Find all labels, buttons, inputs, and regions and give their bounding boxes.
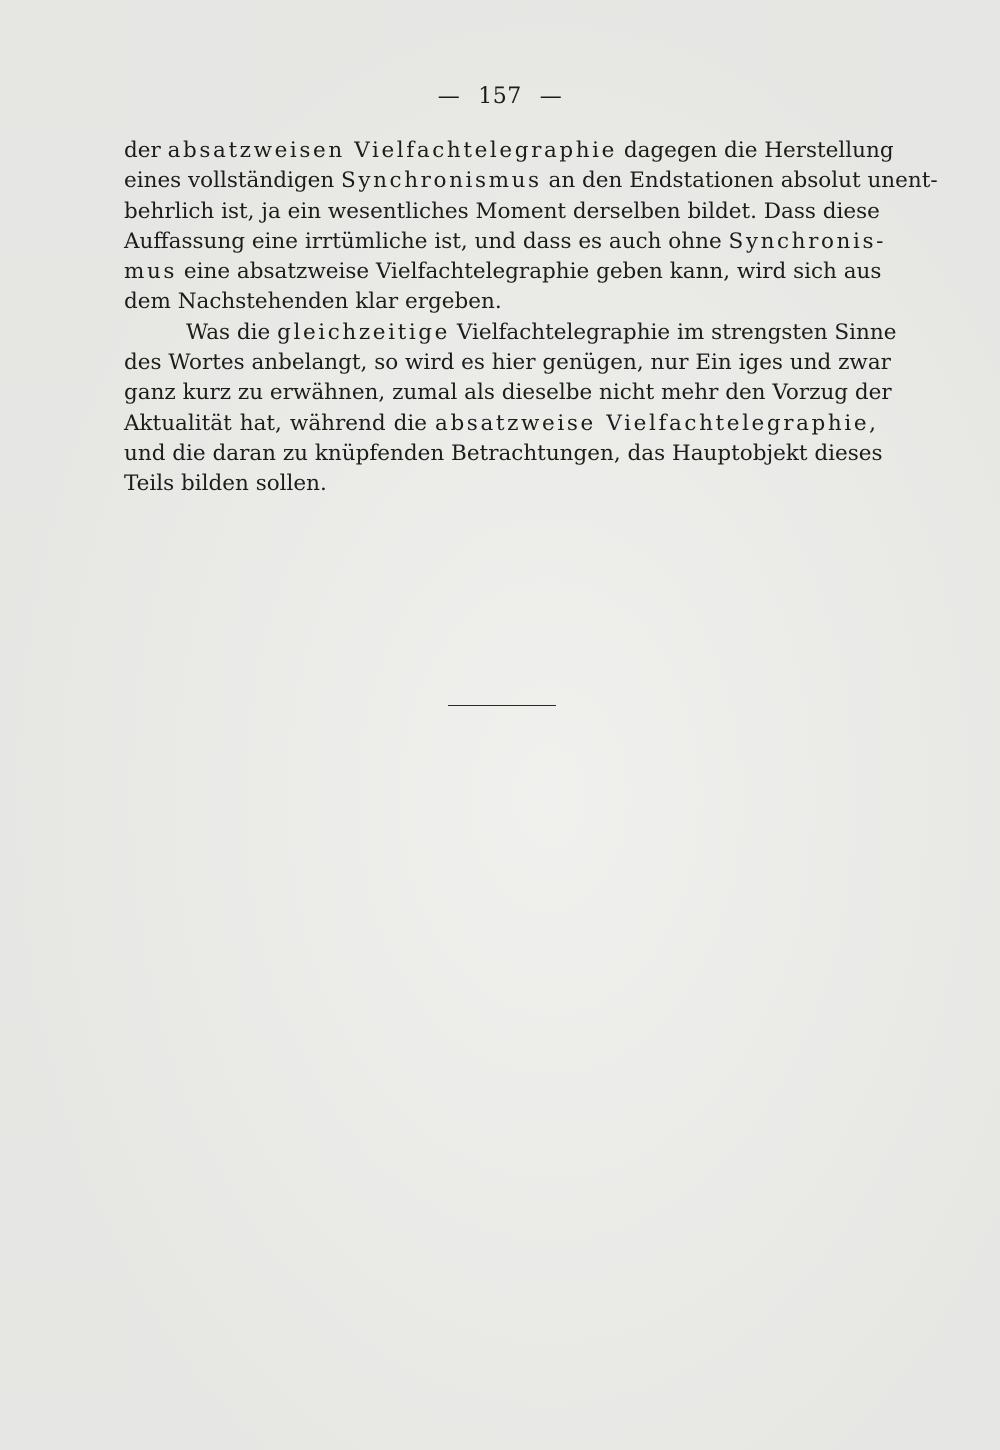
page-number-dash-left: — [437, 84, 461, 109]
page-number-value: 157 [478, 84, 522, 109]
text-segment: ganz kurz zu erwähnen, zumal als dieselbe nicht mehr den Vorzug der [124, 380, 892, 406]
text-segment: Vielfachtelegraphie im strengsten Sinne [449, 319, 897, 345]
text-line [124, 409, 876, 439]
spaced-emphasis-text: mus [124, 259, 178, 285]
text-line [124, 469, 876, 499]
text-segment: Was die [186, 319, 278, 345]
section-divider [448, 705, 556, 706]
spaced-emphasis-text: absatzweisen Vielfachtelegraphie [167, 138, 617, 163]
spaced-emphasis-text: absatzweise Vielfachtelegraphie [435, 410, 870, 436]
paragraph [124, 318, 897, 500]
text-segment: an den Endstationen absolut unent- [541, 168, 938, 194]
text-segment: dagegen die Herstellung [616, 138, 894, 163]
text-line [124, 348, 891, 378]
text-line [124, 318, 897, 348]
text-segment: dem Nachstehenden klar ergeben. [124, 289, 502, 315]
text-line [124, 257, 882, 287]
text-line [124, 439, 883, 469]
text-segment: der [124, 138, 168, 163]
text-segment: eine absatzweise Vielfachtelegraphie geben kann, wird sich aus [177, 259, 882, 285]
text-segment: behrlich ist, ja ein wesentliches Moment derselben bildet. Dass diese [124, 198, 880, 224]
text-segment: Aktualität hat, während die [124, 410, 436, 436]
text-line [124, 227, 886, 257]
text-segment: Auffassung eine irrtümliche ist, und dass es auch ohne [124, 228, 729, 254]
page-number [0, 84, 1000, 109]
text-line [124, 378, 892, 408]
text-line [124, 197, 880, 227]
spaced-emphasis-text: Synchronismus [341, 168, 542, 194]
spaced-emphasis-text: gleichzeitige [277, 319, 450, 345]
spaced-emphasis-text: Synchronis- [728, 228, 886, 254]
text-segment: Teils bilden sollen. [124, 471, 327, 497]
paragraph [124, 136, 938, 318]
body-text [124, 136, 938, 500]
text-segment: , [869, 410, 876, 436]
text-line [124, 287, 876, 317]
text-segment: eines vollständigen [124, 168, 342, 194]
text-segment: des Wortes anbelangt, so wird es hier genügen, nur Ein iges und zwar [124, 350, 891, 376]
text-line [124, 136, 894, 166]
text-segment: und die daran zu knüpfenden Betrachtungen, das Hauptobjekt dieses [124, 440, 883, 466]
text-line [124, 166, 938, 196]
page-number-dash-right: — [539, 84, 563, 109]
